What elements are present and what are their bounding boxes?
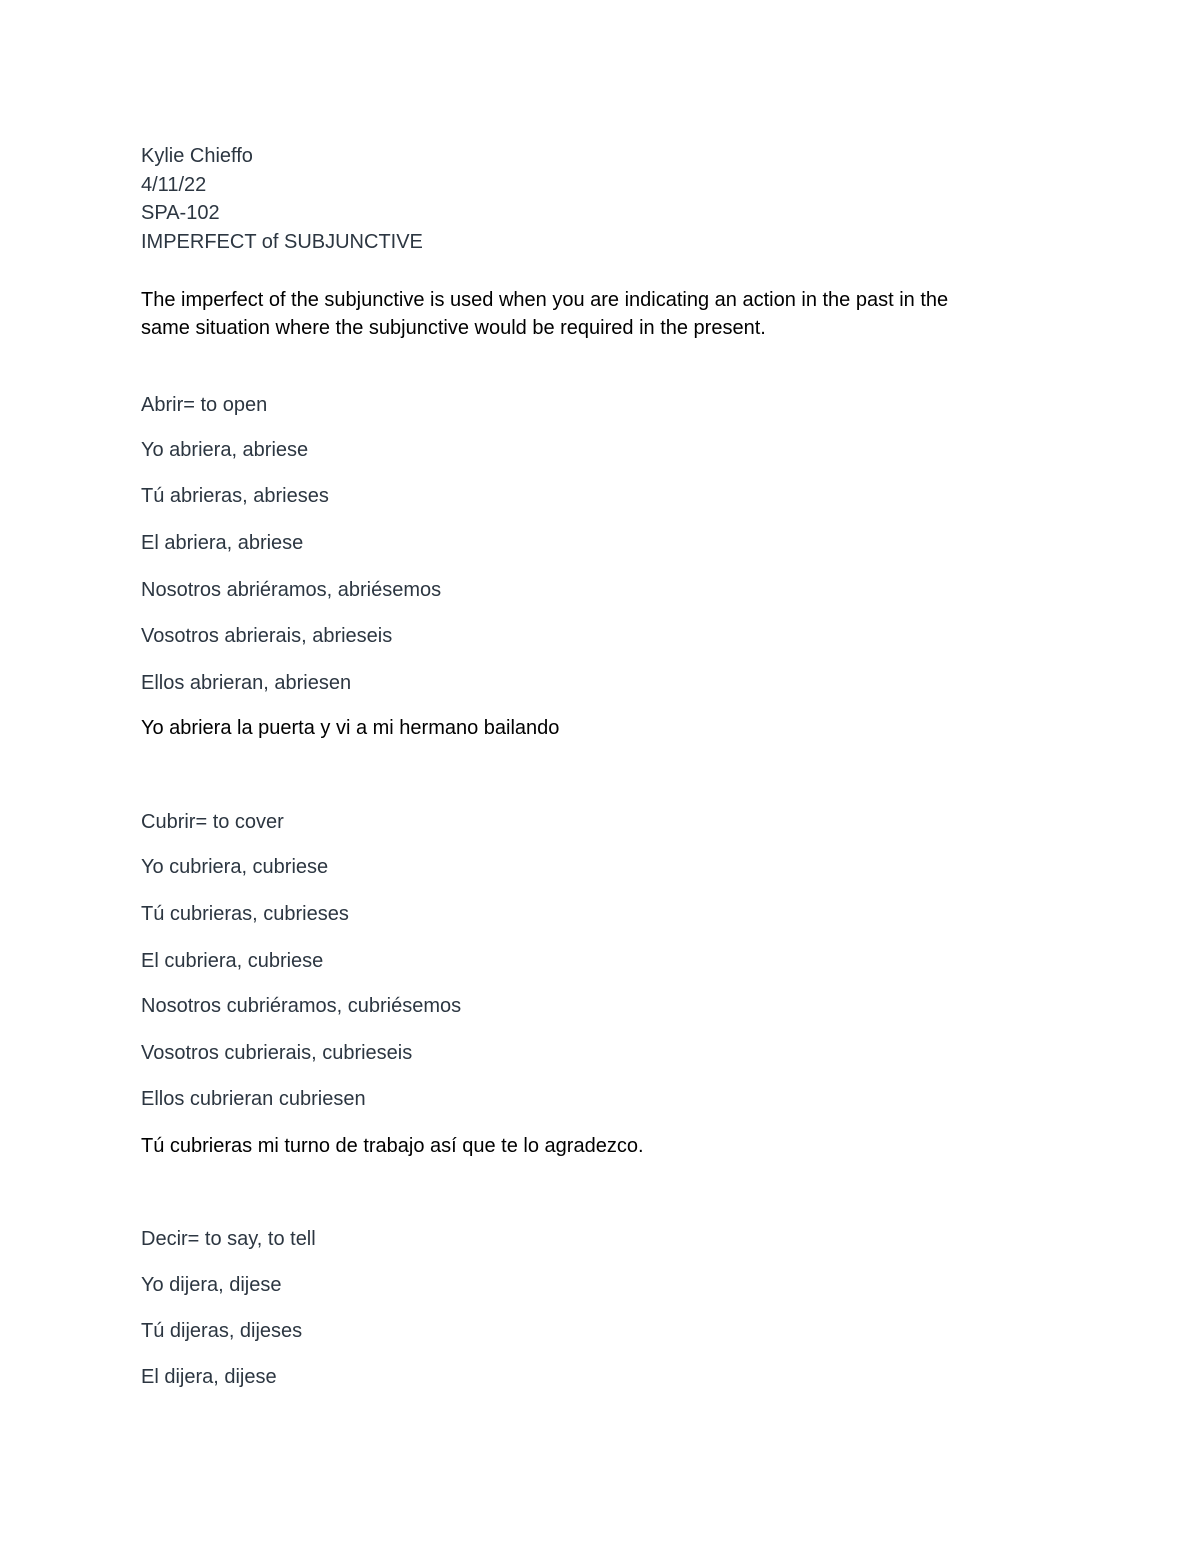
conjugation-line: Yo cubriera, cubriese <box>141 856 329 878</box>
intro-line-1: The imperfect of the subjunctive is used when you are indicating an action in the past in the <box>141 289 949 311</box>
conjugation-line: Vosotros abrierais, abrieseis <box>141 625 393 647</box>
conjugation-line: Tú dijeras, dijeses <box>141 1320 303 1342</box>
conjugation-line: Nosotros cubriéramos, cubriésemos <box>141 995 462 1017</box>
conjugation-line: Tú abrieras, abrieses <box>141 485 329 507</box>
conjugation-line: Ellos abrieran, abriesen <box>141 672 352 694</box>
intro-line-2: same situation where the subjunctive would be required in the present. <box>141 317 766 339</box>
document-date: 4/11/22 <box>141 174 207 196</box>
verb-heading-decir: Decir= to say, to tell <box>141 1228 316 1250</box>
conjugation-line: Yo dijera, dijese <box>141 1274 282 1296</box>
verb-heading-abrir: Abrir= to open <box>141 394 268 416</box>
verb-heading-cubrir: Cubrir= to cover <box>141 811 284 833</box>
author-name: Kylie Chieffo <box>141 145 253 167</box>
conjugation-line: El dijera, dijese <box>141 1366 277 1388</box>
conjugation-line: Vosotros cubrierais, cubrieseis <box>141 1042 413 1064</box>
conjugation-line: El cubriera, cubriese <box>141 950 324 972</box>
conjugation-line: El abriera, abriese <box>141 532 304 554</box>
conjugation-line: Nosotros abriéramos, abriésemos <box>141 579 442 601</box>
course-code: SPA-102 <box>141 202 220 224</box>
conjugation-line: Ellos cubrieran cubriesen <box>141 1088 366 1110</box>
conjugation-line: Yo abriera, abriese <box>141 439 309 461</box>
example-sentence-abrir: Yo abriera la puerta y vi a mi hermano bailando <box>141 717 560 739</box>
document-title: IMPERFECT of SUBJUNCTIVE <box>141 231 423 253</box>
example-sentence-cubrir: Tú cubrieras mi turno de trabajo así que te lo agradezco. <box>141 1135 644 1157</box>
conjugation-line: Tú cubrieras, cubrieses <box>141 903 349 925</box>
